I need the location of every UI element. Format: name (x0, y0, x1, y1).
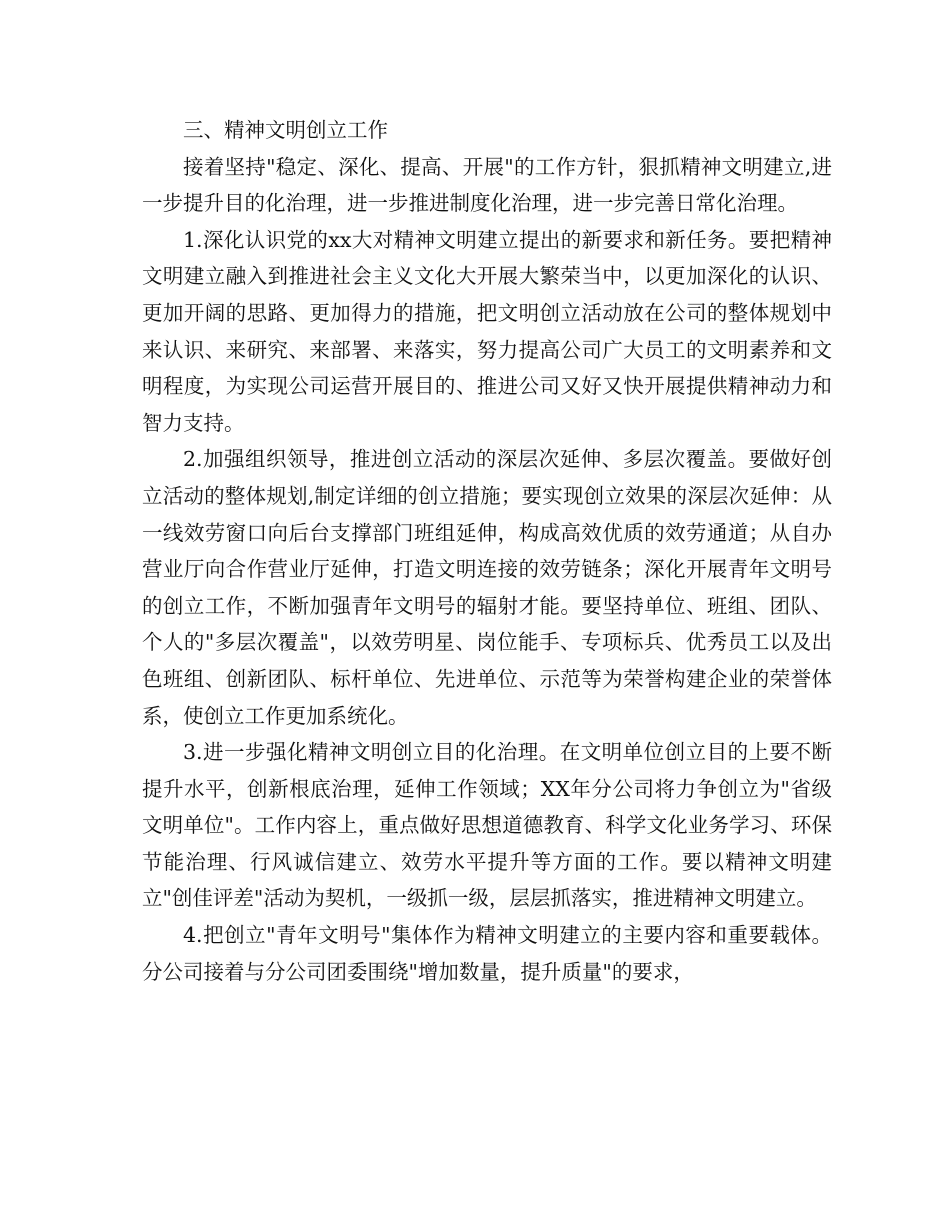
item-1-paragraph: 1.深化认识党的xx大对精神文明建立提出的新要求和新任务。要把精神文明建立融入到推进社会主义文化大开展大繁荣当中，以更加深化的认识、更加开阔的思路、更加得力的措施，把文明创立活动放在公司的整体规划中来认识、来研究、来部署、来落实，努力提高公司广大员工的文明素养和文明程度，为实现公司运营开展目的、推进公司又好又快开展提供精神动力和智力支持。 (142, 227, 832, 435)
document-page (142, 112, 832, 990)
section-heading: 三、精神文明创立工作 (183, 118, 388, 142)
item-3-paragraph: 3.进一步强化精神文明创立目的化治理。在文明单位创立目的上要不断提升水平，创新根底治理，延伸工作领域；XX年分公司将力争创立为"省级文明单位"。工作内容上，重点做好思想道德教育、科学文化业务学习、环保节能治理、行风诚信建立、效劳水平提升等方面的工作。要以精神文明建立"创佳评差"活动为契机，一级抓一级，层层抓落实，推进精神文明建立。 (142, 740, 832, 911)
intro-paragraph: 接着坚持"稳定、深化、提高、开展"的工作方针，狠抓精神文明建立,进一步提升目的化治理，进一步推进制度化治理，进一步完善日常化治理。 (142, 154, 832, 216)
item-4-paragraph: 4.把创立"青年文明号"集体作为精神文明建立的主要内容和重要载体。分公司接着与分公司团委围绕"增加数量，提升质量"的要求， (142, 923, 832, 984)
item-2-paragraph: 2.加强组织领导，推进创立活动的深层次延伸、多层次覆盖。要做好创立活动的整体规划,制定详细的创立措施；要实现创立效果的深层次延伸：从一线效劳窗口向后台支撑部门班组延伸，构成高效优质的效劳通道；从自办营业厅向合作营业厅延伸，打造文明连接的效劳链条；深化开展青年文明号的创立工作，不断加强青年文明号的辐射才能。要坚持单位、班组、团队、个人的"多层次覆盖"，以效劳明星、岗位能手、专项标兵、优秀员工以及出色班组、创新团队、标杆单位、先进单位、示范等为荣誉构建企业的荣誉体系，使创立工作更加系统化。 (142, 447, 832, 728)
